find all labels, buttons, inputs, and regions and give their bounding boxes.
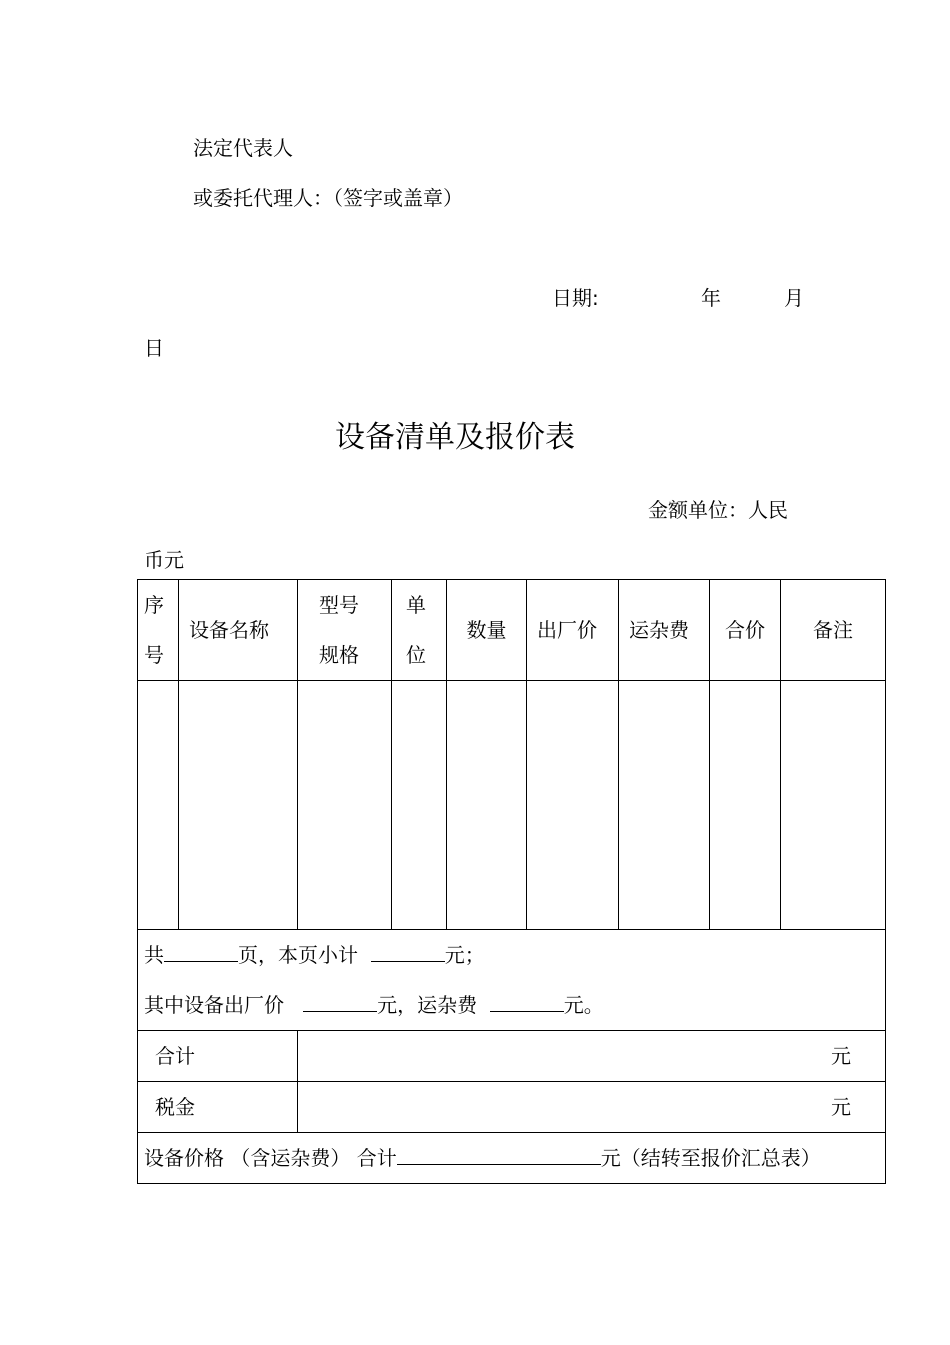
table-cell: [298, 681, 392, 930]
footer-cell: 设备价格 （含运杂费） 合计 元（结转至报价汇总表）: [138, 1133, 886, 1184]
subtotal-value-cell: 元: [298, 1031, 886, 1082]
signature-line-2: 或委托代理人：（签字或盖章）: [193, 186, 463, 210]
blank-factory-price: [303, 991, 377, 1012]
footer-row: [138, 1133, 886, 1184]
table-header-row: [138, 580, 886, 681]
summary-line-1: 共 页，本页小计 元；: [144, 943, 485, 967]
table-cell: [392, 681, 447, 930]
header-seq: 序 号: [138, 580, 179, 681]
table-row: [138, 681, 886, 930]
date-label: 日期:: [552, 286, 599, 310]
blank-total: [397, 1144, 601, 1165]
header-total-price: 合价: [710, 580, 781, 681]
table-cell: [447, 681, 527, 930]
subtotal-row: [138, 1031, 886, 1082]
header-name: 设备名称: [179, 580, 298, 681]
date-day: 日: [144, 336, 164, 360]
header-remark: 备注: [781, 580, 886, 681]
table-cell: [781, 681, 886, 930]
equipment-table: [137, 579, 886, 1184]
summary-row: [138, 930, 886, 1031]
summary-line-2: 其中设备出厂价 元，运杂费 元。: [144, 993, 604, 1017]
summary-cell: [138, 930, 886, 1031]
header-freight: 运杂费: [619, 580, 710, 681]
blank-page-subtotal: [371, 941, 445, 962]
tax-label-cell: 税金: [138, 1082, 298, 1133]
subtotal-label-cell: 合计: [138, 1031, 298, 1082]
tax-value-cell: 元: [298, 1082, 886, 1133]
table-cell: [138, 681, 179, 930]
table-cell: [527, 681, 619, 930]
header-unit: 单 位: [392, 580, 447, 681]
table-cell: [710, 681, 781, 930]
page-title: 设备清单及报价表: [335, 420, 575, 455]
table-cell: [179, 681, 298, 930]
signature-line-1: 法定代表人: [193, 136, 293, 160]
table-cell: [619, 681, 710, 930]
header-factory-price: 出厂价: [527, 580, 619, 681]
blank-freight: [490, 991, 564, 1012]
date-year: 年: [701, 286, 721, 310]
header-model: 型号 规格: [298, 580, 392, 681]
tax-row: [138, 1082, 886, 1133]
currency-unit-line-1: 金额单位：人民: [648, 498, 788, 522]
currency-unit-line-2: 币元: [144, 548, 184, 572]
date-month: 月: [784, 286, 804, 310]
header-quantity: 数量: [447, 580, 527, 681]
blank-pages: [164, 941, 238, 962]
